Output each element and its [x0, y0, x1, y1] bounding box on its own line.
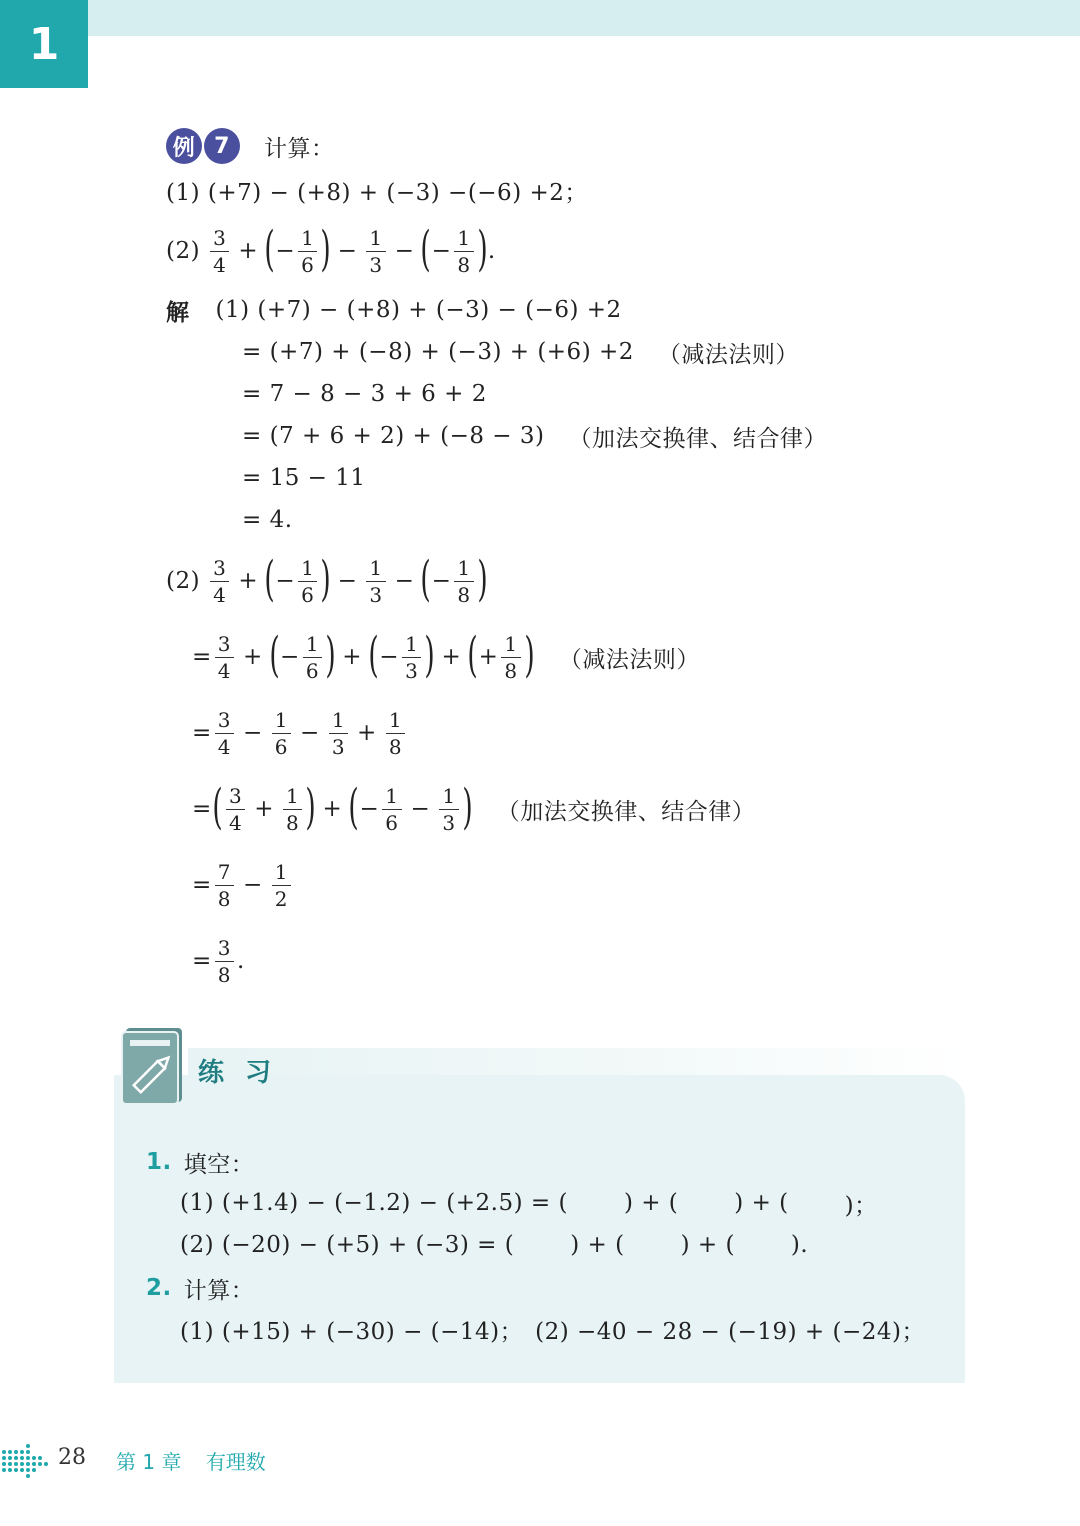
- solution-line-1: [166, 290, 622, 330]
- example-header: [166, 126, 335, 166]
- question-2: (2) $\frac{3}{4}$ + ( − $\frac{1}{6}$ ) − $\frac{1}{3}$ − ( − $\frac{1}{8}$ ) .: [166, 221, 496, 277]
- solution-step: = (+7) + (−8) + (−3) + (+6) +2: [242, 339, 634, 365]
- fill-text: )；: [844, 1192, 878, 1219]
- example-label: 例: [166, 128, 202, 164]
- fraction: $\frac{1}{3}$: [402, 634, 421, 681]
- solution-note: （减法法则）: [558, 646, 700, 673]
- fraction: $\frac{1}{3}$: [366, 558, 385, 605]
- fill-text: ) + (: [623, 1190, 679, 1216]
- solution-note: （加法交换律、结合律）: [496, 798, 756, 825]
- chapter-number-box: 1: [0, 0, 88, 88]
- solution-label: 解: [166, 299, 190, 326]
- solution-step: = (7 + 6 + 2) + (−8 − 3): [242, 423, 545, 449]
- fraction: $\frac{3}{4}$: [210, 558, 229, 605]
- exercise-number: 1.: [146, 1149, 172, 1175]
- solution-line-3: = 7 − 8 − 3 + 6 + 2: [242, 381, 487, 407]
- solution-2-line-6: = $\frac{3}{8}$ .: [192, 935, 245, 987]
- exercise-calc: (1) (+15) + (−30) − (−14)； (2) −40 − 28 − (−19) + (−24)；: [180, 1318, 925, 1345]
- solution-note: （加法交换律、结合律）: [568, 425, 827, 452]
- solution-2-line-1: (2) $\frac{3}{4}$ + ( − $\frac{1}{6}$ ) − $\frac{1}{3}$ − ( − $\frac{1}{8}$ ): [166, 551, 488, 607]
- fill-text: (2) (−20) − (+5) + (−3) = (: [180, 1232, 515, 1258]
- solution-step: (1) (+7) − (+8) + (−3) − (−6) +2: [215, 297, 622, 323]
- fraction: $\frac{1}{2}$: [272, 862, 291, 909]
- fill-text: ).: [790, 1232, 809, 1258]
- fill-text: ) + (: [734, 1190, 789, 1216]
- fraction: $\frac{1}{6}$: [272, 710, 291, 757]
- fraction: $\frac{1}{8}$: [454, 558, 473, 605]
- fraction: $\frac{1}{6}$: [298, 558, 317, 605]
- pencil-icon: [120, 1026, 188, 1106]
- example-prompt: 计算：: [264, 135, 335, 162]
- solution-2-label: (2): [166, 568, 201, 594]
- example-badge: [166, 128, 242, 164]
- solution-2-line-4: = ( $\frac{3}{4}$ + $\frac{1}{8}$ ) + ( − $\frac{1}{6}$ − $\frac{1}{3}$ ) （加法交换律、结合律）: [192, 779, 756, 835]
- question-2-label: (2): [166, 238, 201, 264]
- fraction: $\frac{3}{4}$: [226, 786, 245, 833]
- example-number: 7: [204, 128, 240, 164]
- question-1: (1) (+7) − (+8) + (−3) −(−6) +2；: [166, 179, 588, 206]
- solution-2-line-3: = $\frac{3}{4}$ − $\frac{1}{6}$ − $\frac{1}{3}$ + $\frac{1}{8}$: [192, 708, 408, 758]
- top-band: [88, 0, 1080, 36]
- fraction: $\frac{7}{8}$: [215, 862, 234, 909]
- exercise-fill-1: [180, 1183, 878, 1223]
- dots-decoration-icon: [0, 1440, 50, 1480]
- fill-text: (1) (+1.4) − (−1.2) − (+2.5) = (: [180, 1190, 568, 1216]
- fill-text: ) + (: [680, 1232, 735, 1258]
- fraction: $\frac{1}{3}$: [439, 786, 458, 833]
- fraction: $\frac{3}{4}$: [215, 634, 234, 681]
- fraction: $\frac{3}{4}$: [210, 228, 229, 275]
- fraction: $\frac{3}{4}$: [215, 710, 234, 757]
- solution-2-line-5: = $\frac{7}{8}$ − $\frac{1}{2}$: [192, 860, 294, 910]
- solution-line-6: = 4.: [242, 507, 293, 533]
- exercise-title: 练 习: [198, 1058, 278, 1088]
- fraction: $\frac{3}{8}$: [215, 938, 234, 985]
- footer-chapter: [116, 1446, 284, 1475]
- chapter-label: 第 1 章: [116, 1450, 182, 1474]
- solution-note: （减法法则）: [657, 341, 799, 368]
- exercise-number: 2.: [146, 1275, 172, 1301]
- exercise-text: 计算：: [183, 1277, 255, 1304]
- chapter-name: 有理数: [205, 1450, 266, 1474]
- solution-2-line-2: = $\frac{3}{4}$ + ( − $\frac{1}{6}$ ) + ( − $\frac{1}{3}$ ) + ( + $\frac{1}{8}$ ) （减法法则）: [192, 627, 700, 683]
- fraction: $\frac{1}{8}$: [283, 786, 302, 833]
- fraction: $\frac{1}{8}$: [454, 228, 473, 275]
- exercise-text: 填空：: [183, 1151, 255, 1178]
- solution-line-4: [242, 416, 827, 456]
- fraction: $\frac{1}{3}$: [329, 710, 348, 757]
- exercise-fill-2: [180, 1225, 808, 1265]
- fraction: $\frac{1}{8}$: [386, 710, 405, 757]
- exercise-item-2: [146, 1268, 254, 1308]
- solution-line-2: [242, 332, 799, 372]
- fraction: $\frac{1}{6}$: [382, 786, 401, 833]
- fill-text: ) + (: [570, 1232, 625, 1258]
- solution-line-5: = 15 − 11: [242, 465, 366, 491]
- exercise-item-1: [146, 1142, 254, 1182]
- fraction: $\frac{1}{8}$: [501, 634, 520, 681]
- fraction: $\frac{1}{3}$: [366, 228, 385, 275]
- page-number: 28: [58, 1445, 86, 1470]
- fraction: $\frac{1}{6}$: [303, 634, 322, 681]
- fraction: $\frac{1}{6}$: [298, 228, 317, 275]
